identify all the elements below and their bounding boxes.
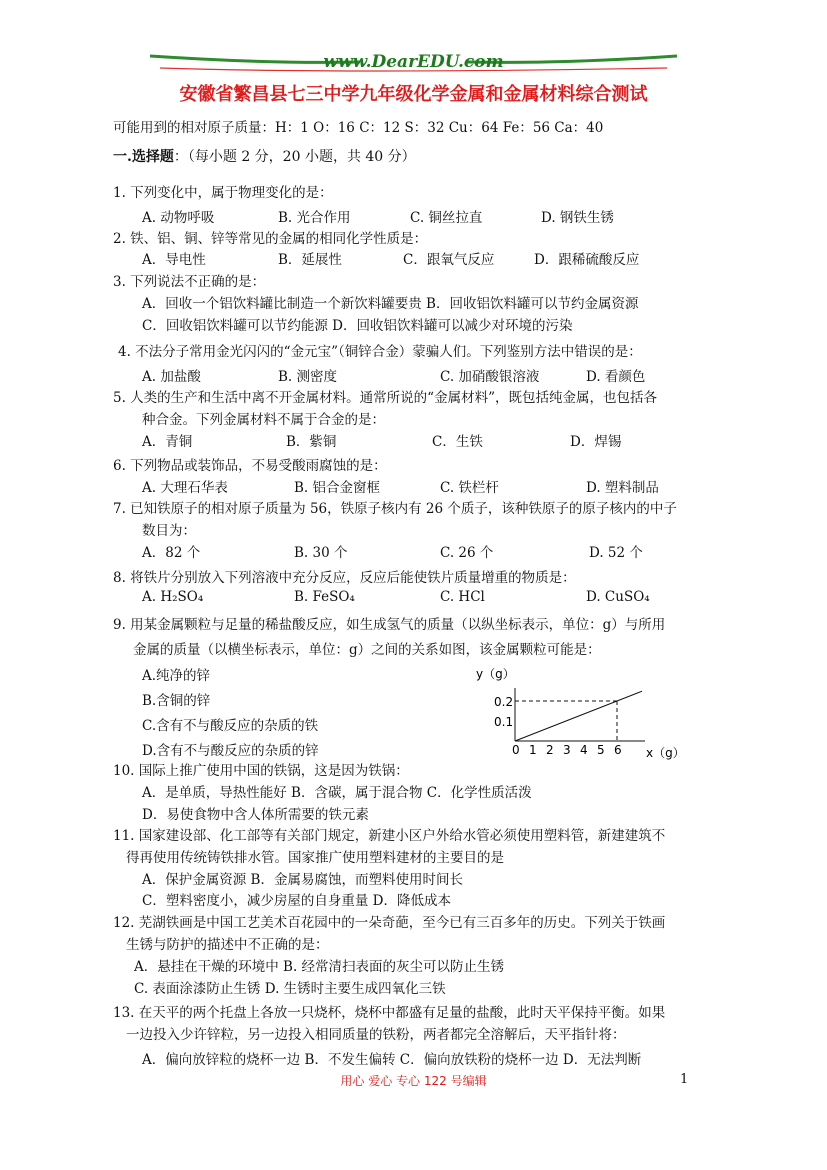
question-stem: 4. 不法分子常用金光闪闪的“金元宝”（铜锌合金）蒙骗人们。下列鉴别方法中错误的是：: [118, 344, 642, 360]
option-line: D．易使食物中含人体所需要的铁元素: [142, 807, 369, 823]
option: A．82 个: [142, 545, 201, 561]
question-stem: 9. 用某金属颗粒与足量的稀盐酸反应，如生成氢气的质量（以纵坐标表示，单位：g）与所用: [113, 617, 666, 633]
option: D. 52 个: [589, 545, 643, 561]
section-name: 一.选择题: [113, 149, 174, 165]
option: C. 铁栏杆: [440, 480, 499, 496]
question-stem: 11. 国家建设部、化工部等有关部门规定，新建小区户外给水管必须使用塑料管，新建建筑不: [113, 828, 666, 844]
option: D. 看颜色: [586, 369, 646, 385]
y-tick-label: 0.1: [494, 715, 514, 729]
question-stem: 10. 国际上推广使用中国的铁锅，这是因为铁锅：: [113, 763, 409, 779]
option: C. 铜丝拉直: [410, 210, 483, 226]
option: C. 26 个: [440, 545, 494, 561]
option-line: B.含铜的锌: [142, 693, 211, 709]
question-stem-cont: 种合金。下列金属材料不属于合金的是：: [142, 412, 385, 428]
option: C. 加硝酸银溶液: [440, 369, 540, 385]
graph-xlabel: x（g）: [646, 746, 685, 760]
mass-graph: [470, 660, 690, 765]
question-stem-cont: 生锈与防护的描述中不正确的是：: [126, 937, 329, 953]
footer-text: 用心 爱心 专心 122 号编辑: [340, 1074, 487, 1088]
question-stem: 12. 芜湖铁画是中国工艺美术百花园中的一朵奇葩，至今已有三百多年的历史。下列关于铁画: [113, 915, 666, 931]
option: D. CuSO₄: [586, 589, 650, 605]
x-tick-label: 1: [529, 743, 537, 757]
option: A. H₂SO₄: [142, 589, 204, 605]
graph-ylabel: y（g）: [476, 667, 515, 681]
x-tick-label: 3: [563, 743, 571, 757]
option: A．导电性: [142, 252, 206, 268]
option-line: A．偏向放锌粒的烧杯一边 B．不发生偏转 C．偏向放铁粉的烧杯一边 D．无法判断: [142, 1052, 642, 1068]
page-number: 1: [680, 1072, 689, 1087]
option: C. HCl: [440, 589, 485, 605]
x-tick-label: 5: [597, 743, 605, 757]
question-stem: 5. 人类的生产和生活中离不开金属材料。通常所说的“金属材料”，既包括纯金属，也包括各: [113, 390, 657, 406]
option-line: A．悬挂在干燥的环境中 B. 经常清扫表面的灰尘可以防止生锈: [134, 959, 505, 975]
question-stem: 2. 铁、铝、铜、锌等常见的金属的相同化学性质是：: [113, 231, 428, 247]
option-line: C．塑料密度小，减少房屋的自身重量 D．降低成本: [142, 893, 451, 909]
option: A. 大理石华表: [142, 480, 228, 496]
option: C．生铁: [432, 434, 483, 450]
option: B. 30 个: [294, 545, 348, 561]
data-line: [515, 691, 642, 741]
option: B. 光合作用: [278, 210, 351, 226]
question-stem: 7. 已知铁原子的相对原子质量为 56，铁原子核内有 26 个质子，该种铁原子的原子核内的中子: [113, 501, 677, 517]
option: B．紫铜: [286, 434, 337, 450]
option-line: D.含有不与酸反应的杂质的锌: [142, 743, 319, 759]
option: A. 加盐酸: [142, 369, 201, 385]
question-stem: 8. 将铁片分别放入下列溶液中充分反应，反应后能使铁片质量增重的物质是：: [113, 570, 576, 586]
option-line: C. 表面涂漆防止生锈 D. 生锈时主要生成四氧化三铁: [134, 981, 446, 997]
option-line: A．保护金属资源 B．金属易腐蚀，而塑料使用时间长: [142, 872, 463, 888]
option-line: A．是单质，导热性能好 B．含碳，属于混合物 C．化学性质活泼: [142, 785, 532, 801]
option: A．青铜: [142, 434, 193, 450]
option: B. 测密度: [278, 369, 338, 385]
x-tick-label: 2: [546, 743, 554, 757]
x-tick-label: 0: [512, 743, 520, 757]
question-stem: 6. 下列物品或装饰品，不易受酸雨腐蚀的是：: [113, 458, 387, 474]
option: B. 铝合金窗框: [294, 480, 381, 496]
option-line: C．回收铝饮料罐可以节约能源 D．回收铝饮料罐可以减少对环境的污染: [142, 318, 573, 334]
option: D. 塑料制品: [586, 480, 659, 496]
option: D．焊锡: [570, 434, 622, 450]
question-stem: 1. 下列变化中，属于物理变化的是：: [113, 185, 333, 201]
x-tick-label: 4: [580, 743, 588, 757]
option: D．跟稀硫酸反应: [534, 252, 640, 268]
option-line: A.纯净的锌: [142, 668, 211, 684]
question-stem-cont: 数目为：: [142, 523, 196, 539]
atomic-masses: 可能用到的相对原子质量：H：1 O：16 C：12 S：32 Cu：64 Fe：56 Ca：40: [113, 120, 604, 136]
option: B．延展性: [278, 252, 342, 268]
question-stem: 13. 在天平的两个托盘上各放一只烧杯，烧杯中都盛有足量的盐酸，此时天平保持平衡。如果: [113, 1005, 666, 1021]
option-line: C.含有不与酸反应的杂质的铁: [142, 718, 319, 734]
site-url: www.DearEDU.com: [323, 52, 504, 72]
x-tick-label: 6: [614, 743, 622, 757]
option: D. 钢铁生锈: [541, 210, 614, 226]
option-line: A．回收一个铝饮料罐比制造一个新饮料罐要贵 B．回收铝饮料罐可以节约金属资源: [142, 296, 639, 312]
question-stem: 3. 下列说法不正确的是：: [113, 274, 266, 290]
option: A. 动物呼吸: [142, 210, 215, 226]
question-stem-cont: 得再使用传统铸铁排水管。国家推广使用塑料建材的主要目的是: [126, 850, 504, 866]
option: C．跟氧气反应: [403, 252, 495, 268]
option: B. FeSO₄: [294, 589, 355, 605]
page-title: 安徽省繁昌县七三中学九年级化学金属和金属材料综合测试: [179, 84, 648, 105]
section-note: ：（每小题 2 分，20 小题，共 40 分）: [173, 149, 416, 165]
y-tick-label: 0.2: [494, 695, 514, 709]
question-stem-cont: 金属的质量（以横坐标表示，单位：g）之间的关系如图，该金属颗粒可能是：: [133, 642, 601, 658]
section-heading: [113, 146, 416, 166]
question-stem-cont: 一边投入少许锌粒，另一边投入相同质量的铁粉，两者都完全溶解后，天平指针将：: [126, 1027, 626, 1043]
